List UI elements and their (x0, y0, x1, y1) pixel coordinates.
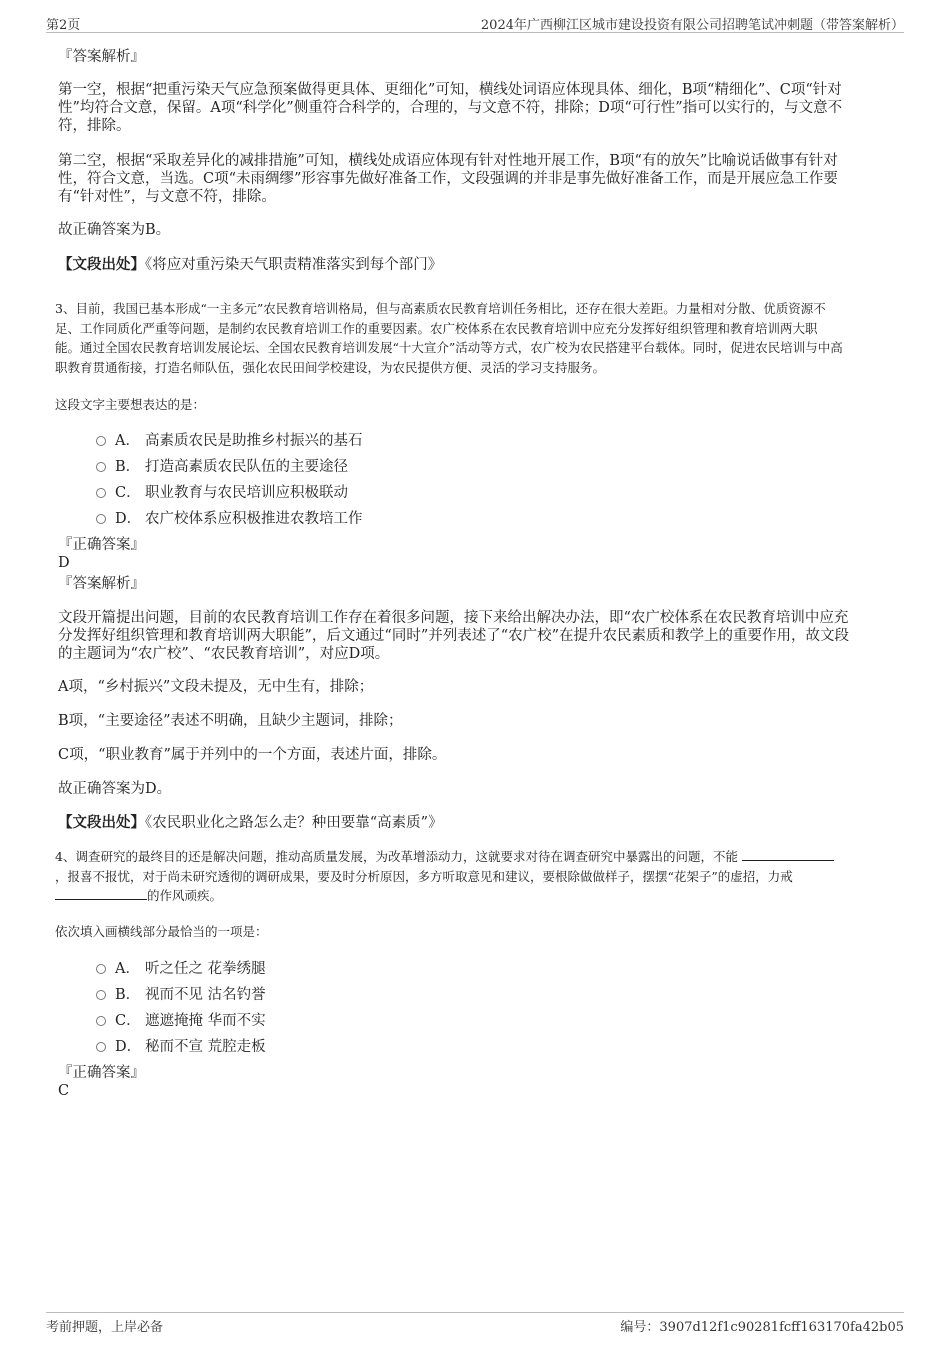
q3-analysis-line: 分发挥好组织管理和教育培训两大职能”，后文通过“同时”并列表述了“农广校”在提升农民素质和教学上的重要作用，故文段 (58, 628, 850, 644)
q4-stem (55, 847, 900, 906)
page-number: 第2页 (46, 18, 81, 33)
fill-blank-2 (55, 887, 147, 900)
footer-slogan: 考前押题，上岸必备 (46, 1320, 164, 1335)
radio-icon[interactable] (96, 990, 106, 1000)
q3-source-text: 《农民职业化之路怎么走？种田要靠“高素质”》 (145, 815, 443, 831)
q3-analysis-line: 文段开篇提出问题，目前的农民教育培训工作存在着很多问题，接下来给出解决办法，即“农广校体系在农民教育培训中应充 (58, 610, 849, 626)
page-header (46, 14, 904, 33)
radio-icon[interactable] (96, 1042, 106, 1052)
q4-answer: C (58, 1083, 70, 1099)
q3-stem-line: 职教育贯通衔接，打造名师队伍，强化农民田间学校建设，为农民提供方便、灵活的学习支持服务。 (55, 359, 606, 375)
radio-icon[interactable] (96, 514, 106, 524)
document-code: 编号：3907d12f1c90281fcff163170fa42b05 (620, 1320, 904, 1335)
q3-conclusion: 故正确答案为D。 (58, 781, 172, 797)
q3-option-b[interactable]: B． 打造高素质农民队伍的主要途径 (96, 455, 348, 476)
q4-option-c[interactable]: C． 遮遮掩掩 华而不实 (96, 1009, 266, 1030)
q4-stem-line: 的作风顽疾。 (55, 886, 900, 906)
q3-option-a[interactable]: A． 高素质农民是助推乡村振兴的基石 (96, 429, 363, 450)
q3-stem-line: 足、工作同质化严重等问题，是制约农民教育培训工作的重要因素。农广校体系在农民教育培训中应充分发挥好组织管理和教育培训两大职 (55, 320, 818, 336)
q2-source-text: 《将应对重污染天气职责精准落实到每个部门》 (145, 257, 443, 273)
q2-p2-line: 有“针对性”，与文意不符，排除。 (58, 189, 276, 205)
radio-icon[interactable] (96, 964, 106, 974)
q3-note-b: B项，“主要途径”表述不明确，且缺少主题词，排除； (58, 713, 403, 729)
q3-note-c: C项，“职业教育”属于并列中的一个方面，表述片面，排除。 (58, 747, 447, 763)
q3-answer: D (58, 555, 70, 571)
q2-p1-line: 性”均符合文意，保留。A项“科学化”侧重符合科学的，合理的，与文意不符，排除；D项“可行性”指可以实行的，与文意不 (58, 100, 843, 116)
q3-source-label: 【文段出处】 (58, 814, 145, 831)
q2-p2-line: 性，符合文意，当选。C项“未雨绸缪”形容事先做好准备工作，文段强调的并非是事先做好准备工作，而是开展应急工作要 (58, 171, 838, 187)
q2-conclusion: 故正确答案为B。 (58, 222, 171, 238)
q4-prompt: 依次填入画横线部分最恰当的一项是： (55, 924, 268, 939)
q2-analysis-p2 (58, 152, 878, 206)
document-title: 2024年广西柳江区城市建设投资有限公司招聘笔试冲刺题（带答案解析） (480, 18, 904, 33)
q4-option-b[interactable]: B． 视而不见 沽名钓誉 (96, 983, 266, 1004)
q4-answer-label: 『正确答案』 (58, 1065, 145, 1081)
fill-blank-1 (742, 848, 834, 861)
q3-option-c[interactable]: C． 职业教育与农民培训应积极联动 (96, 481, 348, 502)
q4-stem-line: 4、调查研究的最终目的还是解决问题，推动高质量发展，为改革增添动力，这就要求对待在调查研究中暴露出的问题，不能 (55, 847, 900, 867)
q2-p1-line: 符，排除。 (58, 118, 131, 134)
q3-note-a: A项，“乡村振兴”文段未提及，无中生有，排除； (58, 679, 374, 695)
q4-stem-line: ，报喜不报忧，对于尚未研究透彻的调研成果，要及时分析原因，多方听取意见和建议，要根除做做样子，摆摆“花架子”的虚招，力戒 (55, 868, 793, 884)
q3-analysis (58, 609, 878, 663)
q3-stem-line: 3、目前，我国已基本形成“一主多元”农民教育培训格局，但与高素质农民教育培训任务相比，还存在很大差距。力量相对分散、优质资源不 (55, 301, 826, 316)
q3-source (58, 814, 878, 832)
radio-icon[interactable] (96, 462, 106, 472)
q4-option-a[interactable]: A． 听之任之 花拳绣腿 (96, 957, 266, 978)
radio-icon[interactable] (96, 488, 106, 498)
radio-icon[interactable] (96, 1016, 106, 1026)
q2-source-label: 【文段出处】 (58, 256, 145, 273)
q2-analysis-p1 (58, 81, 878, 135)
q3-option-d[interactable]: D． 农广校体系应积极推进农教培工作 (96, 507, 363, 528)
q3-analysis-line: 的主题词为“农广校”、“农民教育培训”，对应D项。 (58, 646, 390, 662)
q2-source (58, 256, 878, 274)
q4-option-d[interactable]: D． 秘而不宣 荒腔走板 (96, 1035, 266, 1056)
q2-p1-line: 第一空，根据“把重污染天气应急预案做得更具体、更细化”可知，横线处词语应体现具体、细化，B项“精细化”、C项“针对 (58, 82, 842, 98)
q3-stem (55, 299, 900, 377)
q3-prompt: 这段文字主要想表达的是： (55, 397, 206, 412)
q3-analysis-label: 『答案解析』 (58, 576, 145, 592)
q3-stem-line: 能。通过全国农民教育培训发展论坛、全国农民教育培训发展“十大宣介”活动等方式，农广校为农民搭建平台载体。同时，促进农民培训与中高 (55, 340, 843, 355)
q3-answer-label: 『正确答案』 (58, 537, 145, 553)
radio-icon[interactable] (96, 436, 106, 446)
page-footer (46, 1312, 904, 1336)
q2-p2-line: 第二空，根据“采取差异化的减排措施”可知，横线处成语应体现有针对性地开展工作，B项“有的放矢”比喻说话做事有针对 (58, 153, 838, 169)
q2-analysis-label: 『答案解析』 (58, 49, 145, 65)
